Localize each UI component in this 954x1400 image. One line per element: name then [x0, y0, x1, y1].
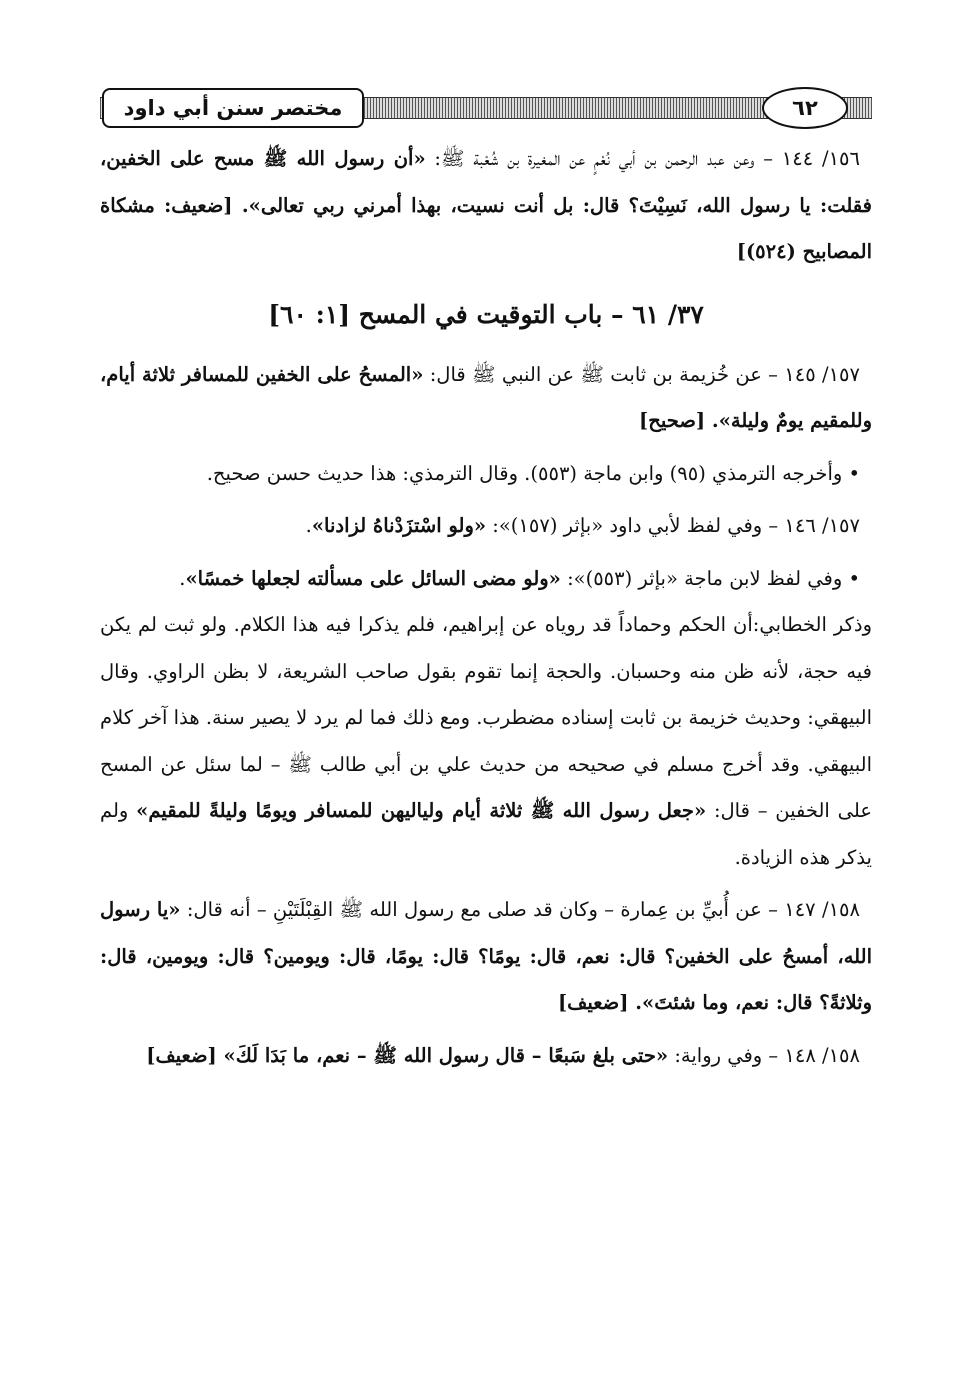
- hadith-157-145: [100, 352, 872, 445]
- commentary-text: وذكر الخطابي:أن الحكم وحماداً قد روياه عن إبراهيم، فلم يذكرا فيه هذا الكلام. ولو ثبت لم يكن فيه حجة، لأنه ظن منه وحسبان. والحجة إنما تقوم بقول صاحب الشريعة، لا بظن الراوي. وقال البيهقي: وحديث خزيمة بن ثابت إسناده مضطرب. ومع ذلك فما لم يرد لا يصير سنة. هذا آخر كلام البيهقي. وقد أخرج مسلم في صحيحه من حديث علي بن أبي طالب ﷺ – لما سئل عن المسح على الخفين – قال:: [100, 613, 872, 822]
- hadith-157-146: [100, 503, 872, 550]
- book-title: مختصر سنن أبي داود: [102, 88, 364, 128]
- ibn-majah-note: [100, 556, 872, 603]
- hadith-matn: «حتى بلغ سَبعًا – قال رسول الله ﷺ – نعم، ما بَدَا لَكَ» [ضعيف]: [146, 1043, 669, 1067]
- hadith-intro: ١٥٧/ ١٤٦ – وفي لفظ لأبي داود «بإثر (١٥٧)»:: [486, 514, 860, 537]
- page-number: ٦٢: [762, 87, 848, 129]
- takhrij-note: • وأخرجه الترمذي (٩٥) وابن ماجة (٥٥٣). وقال الترمذي: هذا حديث حسن صحيح.: [206, 461, 860, 485]
- hadith-intro: ١٥٦/ ١٤٤ – وعن عبد الرحمن بن أبي نُعْمٍ عن المغيرة بن شُعْبة ﷺ:: [425, 147, 860, 170]
- hadith-matn: «يا رسول الله، أمسحُ على الخفين؟ قال: نعم، قال: يومًا؟ قال: يومًا، قال: ويومين؟ قال: ويومين، قال: وثلاثةً؟ قال: نعم، وما شئتَ»: [100, 898, 872, 1014]
- hadith-grade: . [ضعيف: مشكاة المصابيح (٥٢٤)]: [100, 193, 872, 263]
- hadith-matn: «أن رسول الله ﷺ مسح على الخفين، فقلت: يا رسول الله، نَسِيْتَ؟ قال: بل أنت نسيت، بهذا أمرني ربي تعالى»: [100, 147, 872, 217]
- khattabi-commentary: [100, 602, 872, 881]
- note-matn: «ولو مضى السائل على مسألته لجعلها خمسًا»: [185, 566, 561, 590]
- chapter-heading: ٣٧/ ٦١ – باب التوقيت في المسح [١: ٦٠]: [268, 299, 704, 329]
- hadith-grade: . [صحيح]: [639, 409, 719, 432]
- hadith-158-147: [100, 887, 872, 1027]
- hadith-156-144: [100, 136, 872, 276]
- hadith-intro: ١٥٨/ ١٤٨ – وفي رواية:: [668, 1043, 860, 1067]
- hadith-end: .: [305, 514, 312, 537]
- commentary-matn: «جعل رسول الله ﷺ ثلاثة أيام ولياليهن للمسافر ويومًا وليلةً للمقيم»: [136, 799, 707, 822]
- hadith-intro: ١٥٧/ ١٤٥ – عن خُزيمة بن ثابت ﷺ عن النبي ﷺ قال:: [423, 362, 860, 386]
- commentary-end: ولم يذكر هذه الزيادة.: [100, 799, 872, 869]
- hadith-matn: «ولو اسْتزَدْناهُ لزادنا»: [311, 514, 487, 537]
- page-body: [100, 136, 872, 1079]
- note-end: .: [179, 566, 186, 590]
- hadith-158-148: [100, 1033, 872, 1080]
- hadith-intro: ١٥٨/ ١٤٧ – عن أُبيِّ بن عِمارة – وكان قد صلى مع رسول الله ﷺ القِبْلَتَيْنِ – أنه قال:: [180, 898, 860, 921]
- note-intro: • وفي لفظ لابن ماجة «بإثر (٥٥٣)»:: [560, 566, 860, 590]
- hadith-grade: . [ضعيف]: [557, 991, 643, 1014]
- page-header: [100, 86, 872, 130]
- hadith-matn: «المسحُ على الخفين للمسافر ثلاثة أيام، وللمقيم يومٌ وليلة»: [100, 362, 872, 432]
